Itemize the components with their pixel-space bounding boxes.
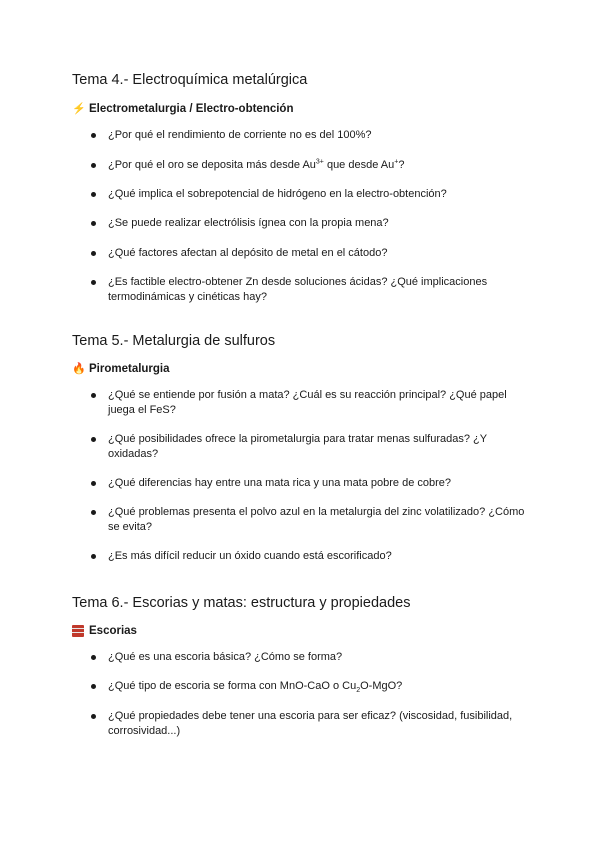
bullet-icon	[91, 133, 96, 138]
list-item: ¿Por qué el oro se deposita más desde $Au^{3+}$ que desde Au+?	[108, 158, 532, 173]
bullet-icon	[91, 163, 96, 168]
list-item: ¿Qué factores afectan al depósito de metal en el cátodo?	[108, 246, 532, 261]
list-item: ¿Qué problemas presenta el polvo azul en la metalurgia del zinc volatilizado? ¿Cómo se evita?	[108, 505, 532, 534]
bullet-icon	[91, 510, 96, 515]
bullet-icon	[91, 192, 96, 197]
list-item: ¿Se puede realizar electrólisis ígnea con la propia mena?	[108, 216, 532, 231]
list-item: ¿Es factible electro-obtener Zn desde soluciones ácidas? ¿Qué implicaciones termodinámicas y cinéticas hay?	[108, 275, 532, 304]
bullet-icon	[91, 251, 96, 256]
bullet-icon	[91, 280, 96, 285]
list-item: ¿Es más difícil reducir un óxido cuando está escorificado?	[108, 549, 532, 564]
bullet-icon	[91, 481, 96, 486]
bricks-icon	[72, 625, 84, 637]
bullet-icon	[91, 655, 96, 660]
subheading-label: Escorias	[89, 625, 137, 637]
section-title: Tema 6.- Escorias y matas: estructura y propiedades	[72, 595, 411, 611]
list-item: ¿Qué tipo de escoria se forma con MnO-CaO o $Cu_2O$-MgO?	[108, 679, 532, 694]
list-item: ¿Qué diferencias hay entre una mata rica y una mata pobre de cobre?	[108, 476, 532, 491]
section-tema-6	[72, 594, 532, 737]
section-tema-4	[72, 71, 532, 303]
bullet-icon	[91, 554, 96, 559]
list-item: ¿Qué se entiende por fusión a mata? ¿Cuál es su reacción principal? ¿Qué papel juega el FeS?	[108, 388, 532, 417]
list-item: ¿Por qué el rendimiento de corriente no es del 100%?	[108, 128, 532, 143]
bullet-icon	[91, 393, 96, 398]
section-tema-5	[72, 332, 532, 562]
list-item: ¿Qué es una escoria básica? ¿Cómo se forma?	[108, 650, 532, 665]
section-title: Tema 4.- Electroquímica metalúrgica	[72, 72, 308, 88]
subheading-electrometalurgia	[72, 102, 293, 116]
section-title: Tema 5.- Metalurgia de sulfuros	[72, 333, 276, 349]
subheading-label: Electrometalurgia / Electro-obtención	[89, 103, 294, 115]
list-item: ¿Qué propiedades debe tener una escoria para ser eficaz? (viscosidad, fusibilidad, corrosividad...)	[108, 709, 532, 738]
subheading-escorias	[72, 624, 137, 638]
subheading-label: Pirometalurgia	[89, 363, 170, 375]
fire-icon: 🔥	[72, 363, 86, 375]
lightning-icon: ⚡	[72, 103, 86, 115]
bullet-icon	[91, 714, 96, 719]
bullet-icon	[91, 437, 96, 442]
subheading-pirometalurgia	[72, 362, 170, 376]
list-item: ¿Qué posibilidades ofrece la pirometalurgia para tratar menas sulfuradas? ¿Y oxidadas?	[108, 432, 532, 461]
bullet-icon	[91, 684, 96, 689]
bullet-icon	[91, 221, 96, 226]
list-item: ¿Qué implica el sobrepotencial de hidrógeno en la electro-obtención?	[108, 187, 532, 202]
